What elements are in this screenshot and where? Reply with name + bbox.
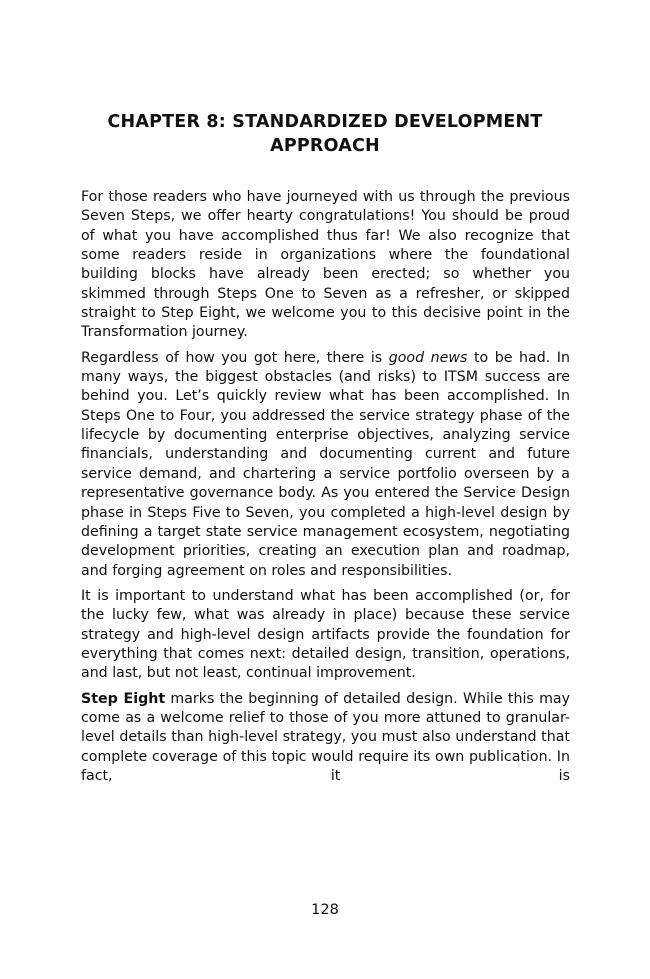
- paragraph-4-bold-lead: Step Eight: [81, 690, 166, 707]
- chapter-title-line-1: CHAPTER 8: STANDARDIZED DEVELOPMENT: [107, 112, 543, 132]
- paragraph-2-emphasis: good news: [388, 349, 468, 366]
- paragraph-2-text-end: to be had. In many ways, the biggest obstacles (and risks) to ITSM success are behind you. Let’s quickly review what has been accomplished. In Steps One to Four, you addressed the service strategy phase of the lifecycle by documenting enterprise objectives, analyzing service financials, understanding and documenting current and future service demand, and chartering a service portfolio overseen by a representative governance body. As you entered the Service Design phase in Steps Five to Seven, you completed a high-level design by defining a target state service management ecosystem, negotiating development priorities, creating an execution plan and roadmap, and forging agreement on roles and responsibilities.: [81, 349, 570, 579]
- chapter-title-line-2: APPROACH: [270, 136, 380, 156]
- paragraph-1: For those readers who have journeyed with us through the previous Seven Steps, we offer hearty congratulations! You should be proud of what you have accomplished thus far! We also recognize that some readers reside in organizations where the foundational building blocks have already been erected; so whether you skimmed through Steps One to Seven as a refresher, or skipped straight to Step Eight, we welcome you to this decisive point in the Transformation journey.: [81, 189, 570, 341]
- chapter-title: [80, 110, 570, 158]
- paragraph-2-text-start: Regardless of how you got here, there is: [81, 349, 389, 366]
- paragraph-4-text: marks the beginning of detailed design. While this may come as a welcome relief to those of you more attuned to granular-level details than high-level strategy, you must also understand that complete coverage of this topic would require its own publication. In fact, it is: [81, 690, 570, 784]
- page-number: 128: [311, 902, 339, 918]
- paragraph-3: It is important to understand what has been accomplished (or, for the lucky few, what was already in place) because these service strategy and high-level design artifacts provide the foundation for everything that comes next: detailed design, transition, operations, and last, but not least, continual improvement.: [81, 587, 570, 682]
- paragraph-2: [81, 349, 570, 581]
- paragraph-4: [81, 690, 570, 787]
- chapter-body: [81, 188, 570, 792]
